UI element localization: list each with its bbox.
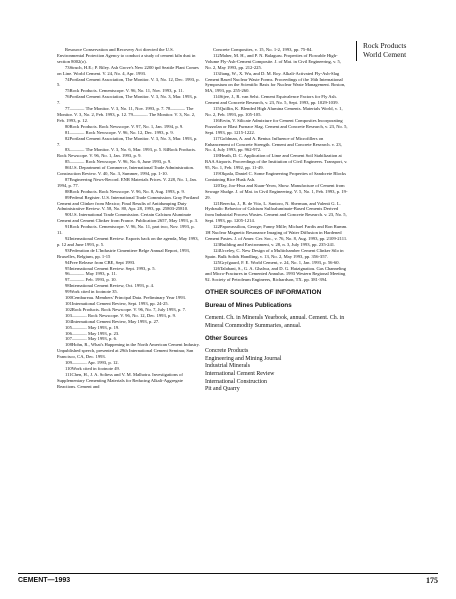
reference-item: 109———. Apr. 1993, p. 12. xyxy=(65,360,119,366)
reference-item: 96———. May 1993, p. 11. xyxy=(65,271,117,277)
right-references xyxy=(205,47,348,283)
other-source-item: Industrial Minerals xyxy=(205,363,250,370)
reference-item: 90U.S. International Trade Commission. Certain Calcium Aluminate Cement and Cement Clinker from France. Publication 2657, May 1993, p. 3. xyxy=(57,212,199,224)
reference-item: 74Portland Cement Association, The Monitor. V. 3, No. 12, Dec. 1993, p. 5. xyxy=(57,76,200,88)
reference-item: 112Maher, M. H., and P. N. Balaguru. Properties of Flowable High-Volume Fly-Ash-Cement Composite. J. of Mat. in Civil Engineering, v. 5, No. 2, May 1993, pp. 212-225. xyxy=(205,52,341,70)
reference-item: 123Building and Environment, v. 28, n. 3, July 1993, pp. 235-241. xyxy=(213,241,336,247)
reference-item: 125Gryfgaard, F. E. World Cement, v. 24, No. 1, Jan. 1993, p. 56-60. xyxy=(213,259,340,265)
reference-item: 108Hohn, R., What's Happening in the North American Cement Industry. Unpublished speech, presented at 29th International Cement Seminar, San Francisco, CA, Dec. 1993. xyxy=(57,342,200,360)
reference-item: 120Tay, Joo-Hwa and Kuan-Yeow, Show. Manufacture of Cement from Sewage Sludge. J. of Mat. in Civil Engineering. V. 5, No. 1, Feb. 1993, p. 19-29. xyxy=(205,182,348,200)
reference-item: 98International Cement Review, Oct. 1993, p. 4. xyxy=(65,283,155,289)
reference-item: 110Work cited in footnote 49. xyxy=(65,365,120,371)
reference-item: 75Rock Products. Cementscope. V. 96, No. 11, Nov. 1993, p. 11. xyxy=(65,88,184,94)
reference-item: 118Heath, D. C. Application of Lime and Cement Soil Stabilization at BAA Airports. Proceedings of the Institution of Civil Engineers. Transport, v. 95, No. 1, Feb. 1992, pp. 11-49. xyxy=(205,153,348,171)
reference-item: 111Chen, H., J. A. Soltess and V. M. Malhotra. Investigations of Supplementary Cementing Materials for Reducing Alkali-Aggregate Reactions. Cement and xyxy=(57,371,183,389)
bureau-text: Cement. Ch. in Minerals Yearbook, annual. Cement. Ch. in Mineral Commodity Summaries, annual. xyxy=(205,315,345,329)
reference-item: 73Struch, H.E.; P. Riley. Ash Grove's New 2200 tpd Seattle Plant Comes on Line. World Cement. V. 24, No. 4, Apr. 1993. xyxy=(57,64,199,76)
reference-item: 95International Cement Review. Sept. 1993, p. 5. xyxy=(65,265,156,271)
reference-item: 115Quillin, K. Blended High Alumina Cements. Materials World, v. 1, No. 2, Feb. 1993, pp. 105-105. xyxy=(205,106,343,117)
page-number: 175 xyxy=(426,576,438,585)
reference-item: 126Talabani, S., G. A. Ghalwa, and D. G. Hatzignatiou. Gas Channeling and Micro-Fractures in Cemented Annulus. 1993 Western Regional Meeting 92. Society of Petroleum Engineers, Richardson, TX. pp. 381-394. xyxy=(205,265,346,283)
reference-item: 101International Cement Review, Sept. 1993, pp. 24-25. xyxy=(65,300,169,306)
footer xyxy=(18,573,438,588)
reference-item: 83———. The Monitor. V. 3, No. 6, Mar. 1993, p. 5. 84Rock Products. Rock Newscope. V. 96, No. 1, Jan. 1993, p. 9. xyxy=(57,147,197,159)
bureau-heading: Bureau of Mines Publications xyxy=(205,302,292,310)
reference-item: 81———. Rock Newscope. V. 96, No. 12, Dec. 1993, p. 9. xyxy=(65,129,174,135)
reference-item: 105———. May 1993, p. 19. xyxy=(65,324,120,330)
other-source-item: Engineering and Mining Journal xyxy=(205,355,282,362)
reference-item: 104International Cement Review, May 1993, p. 27. xyxy=(65,318,160,324)
reference-item: 87Engineering News-Record. ENR Materials Prices. V. 228, No. 1, Jan. 1994, p. 77. xyxy=(57,176,198,188)
footer-title: CEMENT—1993 xyxy=(18,577,71,584)
reference-item: 116Ervin, V. Silicate Admixture for Cement Composites Incorporating Pozzolan or Blast Furnace Slag. Cement and Concrete Research, v. 23, No. 5, Sept. 1993, pp. 1215-1222. xyxy=(205,117,348,135)
reference-item: 85———. Rock Newscope. V. 96, No. 6, June 1993, p. 9. xyxy=(65,159,172,165)
other-source-item: International Cement Review xyxy=(205,370,275,377)
other-sources-heading: Other Sources xyxy=(205,335,248,343)
side-box-line1: Rock Products xyxy=(363,41,407,50)
reference-item: 91Rock Products. Cementscope. V. 96, No. 11, part two, Nov. 1993, p. 11. xyxy=(57,224,195,236)
reference-item: 77———. The Monitor. V. 3, No. 11, Nov. 1993, p. 7. 78———. The Monitor. V. 3, No. 2, Feb. 1993, p. 12. 79———. The Monitor. V. 3, No. 2, Feb. 1993, p. 12. xyxy=(57,106,196,123)
reference-item: 99Work cited in footnote 35. xyxy=(65,289,118,295)
reference-item: 102Rock Products. Rock Newscope. V. 96, No. 7, July 1993, p. 7. xyxy=(65,306,187,312)
reference-item: 121Berecka, J., B. de Vito, L. Santoro, N. Sherman, and Valenti G. L. Hydraulic Behavior of Calcium Sulfoaluminate-Based Cements Derived from Industrial Process Wastes. Cement and Concrete Research. v. 23, No. 5, Sept. 1993, pp. 1205-1214. xyxy=(205,200,347,224)
other-source-item: Pit and Quarry xyxy=(205,386,240,393)
reference-item: 82Portland Cement Association, The Monitor. V. 3, No. 3, Mar. 1993, p. 7. xyxy=(57,135,198,147)
reference-item: 113Jiang, W., X. Wu, and D. M. Roy. Alkali-Activated Fly-Ash-Slag Cement Based Nuclear Waste Forms. Proceedings of the 16th International Symposium on the Scientific Basis for Nuclear Waste Management. Boston, MA, 1993, pp. 255-260. xyxy=(205,70,346,94)
reference-item: 119Okpala, Daniel C. Some Engineering Properties of Sandcrete Blocks Containing Rice Husk Ash. xyxy=(205,171,347,182)
right-column xyxy=(205,47,348,394)
reference-item: 100Cembureau. Members' Principal Data. Preliminary Year 1993. xyxy=(65,295,187,301)
reference-item: 88Rock Products. Rock Newscope. V. 96, No. 8, Aug. 1993, p. 9. xyxy=(65,188,185,194)
reference-item: 86U.S. Department of Commerce, International Trade Administration. Construction Review. V. 40, No. 3, Summer, 1994, pp. 1-10. xyxy=(57,165,195,177)
reference-item: 107———. May 1993, p. 6. xyxy=(65,336,118,342)
reference-item: 97———. Feb. 1993, p. 10. xyxy=(65,277,117,283)
reference-item: 93Federation de L'Industrie Cimentiere Belge Annual Report, 1993, Bruxelles, Belgium, pp. 1-15 xyxy=(57,247,190,259)
reference-item: 103———. Rock Newscope. V. 96, No. 12, Dec. 1993, p. 9. xyxy=(65,312,177,318)
reference-item: 117Goldman, A. and A. Bentur. Influence of Microfillers on Enhancement of Concrete Strength. Cement and Concrete Research. v. 23, No. 4, July 1993, pp. 962-972. xyxy=(205,135,342,153)
reference-item: Concrete Composites, v. 15, No. 1-2, 1993, pp. 75-84. xyxy=(213,47,313,52)
reference-item: 76Portland Cement Association, The Monitor. V. 3, No. 3, Mar. 1993, p. 7. xyxy=(57,94,198,106)
reference-item: 80Rock Products. Rock Newscope. V. 97, No. 1, Jan. 1994, p. 9. xyxy=(65,123,184,129)
reference-item: 94Free Release from CBE, Sept 1993. xyxy=(65,259,136,265)
other-sources-info-heading: OTHER SOURCES OF INFORMATION xyxy=(205,289,322,297)
reference-item: 106———. May 1993, p. 23. xyxy=(65,330,120,336)
left-column xyxy=(57,47,200,390)
reference-item: 92International Cement Review. Exports back on the agenda, May 1993, p. 12 and June 1993, p. 5. xyxy=(57,236,199,247)
reference-item: Resource Conservation and Recovery Act directed the U.S. Environmental Protection Agency to conduct a study of cement kiln dust in section 8002(o). xyxy=(57,47,196,64)
reference-item: 89Federal Register. U.S. International Trade Commission. Gray Portland Cement and Clinker from Mexico; Final Results of Antidumping Duty Administrative Review. V. 58, No. 80, Apr. 28, 1993, pp. 25803-25810. xyxy=(57,194,199,212)
reference-item: 124Urceley, C. New Design of a Multichamber Cement Clinker Silo in Spain. Bulk Solids Handling, v. 13, No. 2, May 1993, pp. 356-357. xyxy=(205,247,344,259)
other-source-item: International Construction xyxy=(205,378,268,385)
other-sources-list xyxy=(205,348,348,394)
reference-item: 114Sijee, J., R. van Selst. Cement Equivalence Factors for Fly Ash. Cement and Concrete Research, v. 23, No. 5, Sept. 1993, pp. 1029-1039. xyxy=(205,94,339,106)
reference-item: 122Papavassiliou, George; Fanny Mille; Michael Fardis and Ron Rumm. 1H Nuclear Magnetic Resonance Imaging of Water Diffusion in Hardened Cement Pastes. J. of Amer. Cer. Soc., v. 76, No. 8, Aug. 1993, pp. 2109-2111. xyxy=(205,224,348,241)
side-box xyxy=(356,41,447,61)
other-source-item: Concrete Products xyxy=(205,348,249,355)
side-box-line2: World Cement xyxy=(363,50,407,59)
